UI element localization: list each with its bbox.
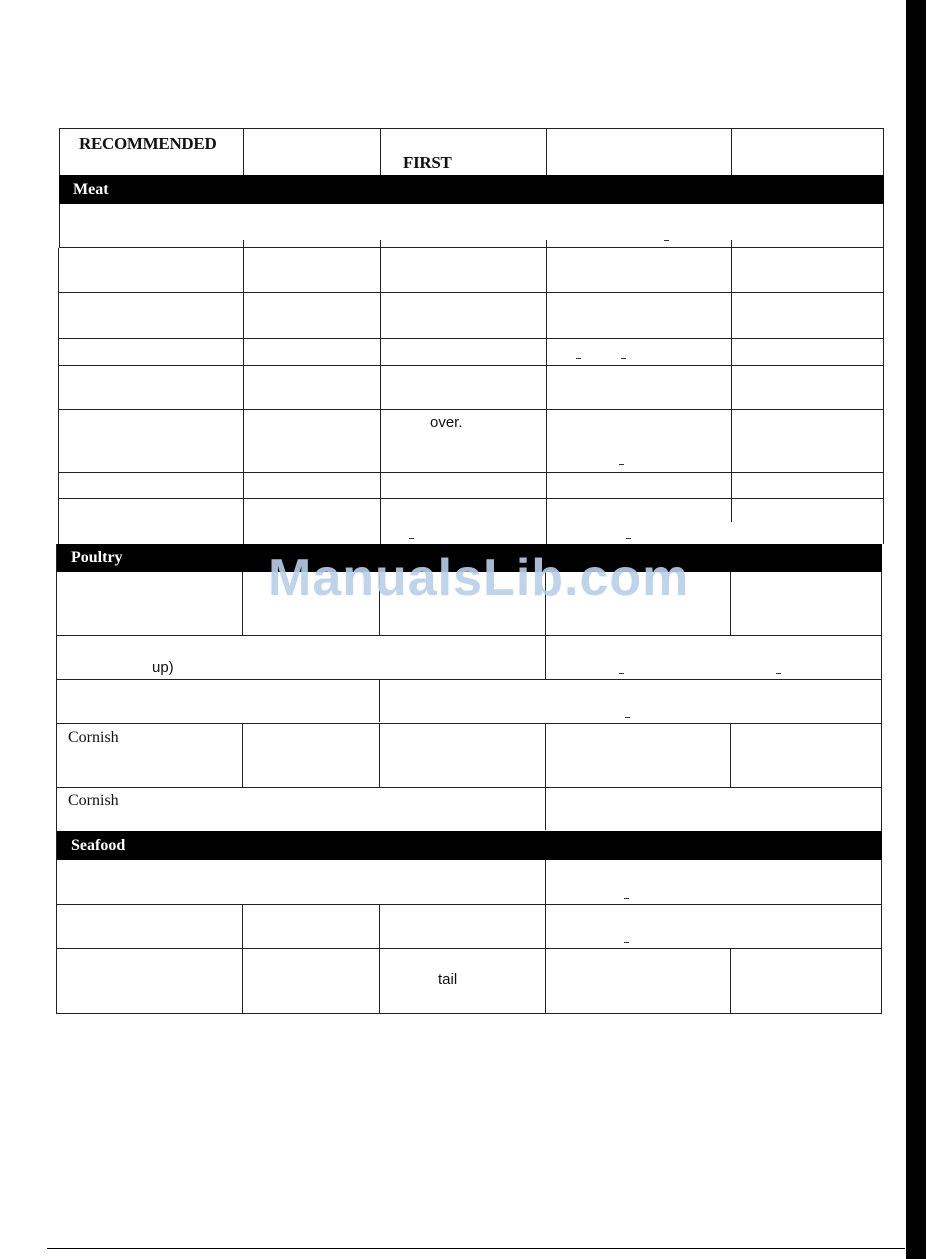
section-poultry: Poultry [57, 544, 882, 572]
tick-mark [619, 673, 624, 674]
header-divider [546, 128, 547, 175]
table-bottom-border [56, 1013, 882, 1014]
col-divider [545, 949, 546, 1013]
col-divider [242, 572, 243, 636]
row-divider [59, 247, 883, 248]
section-seafood: Seafood [57, 831, 882, 860]
col-divider [380, 240, 381, 544]
tick-mark [625, 717, 630, 718]
section-meat: Meat [59, 175, 884, 204]
row-divider [59, 409, 883, 410]
page-bottom-rule [47, 1248, 905, 1249]
col-divider [243, 240, 244, 544]
col-divider [545, 905, 546, 949]
col-divider [545, 636, 546, 680]
row-divider [59, 365, 883, 366]
watermark-text: ManualsLib.com [268, 549, 690, 607]
table-left-border [56, 544, 57, 1014]
col-divider [731, 240, 732, 522]
col-divider [379, 905, 380, 949]
table-top-border [59, 128, 883, 129]
row-divider [59, 498, 883, 499]
col-divider [545, 724, 546, 788]
row-divider [59, 338, 883, 339]
col-divider [242, 905, 243, 949]
row-divider [57, 904, 882, 905]
col-divider [730, 724, 731, 788]
cell-over: over. [430, 414, 463, 431]
col-divider [730, 949, 731, 1013]
tick-mark [624, 942, 629, 943]
cell-cornish-1: Cornish [68, 729, 119, 746]
row-divider [57, 787, 882, 788]
col-divider [545, 788, 546, 830]
row-divider [59, 472, 883, 473]
header-divider [731, 128, 732, 175]
cell-tail: tail [438, 971, 458, 988]
col-divider [730, 572, 731, 636]
tick-mark [576, 358, 581, 359]
header-divider [380, 128, 381, 175]
header-recommended: RECOMMENDED [79, 134, 217, 153]
cell-up: up) [152, 659, 174, 676]
col-divider [379, 724, 380, 788]
tick-mark [624, 898, 629, 899]
table-right-border [881, 544, 882, 1014]
row-divider [57, 679, 882, 680]
col-divider [379, 949, 380, 1013]
tick-mark [776, 673, 781, 674]
tick-mark [619, 464, 624, 465]
cell-cornish-2: Cornish [68, 792, 119, 809]
tick-mark [409, 538, 414, 539]
col-divider [546, 240, 547, 544]
row-divider [57, 723, 882, 724]
header-first: FIRST [403, 153, 452, 172]
col-divider [379, 680, 380, 722]
row-divider [57, 948, 882, 949]
row-divider [59, 292, 883, 293]
page-edge-bar [906, 0, 926, 1259]
tick-mark [621, 358, 626, 359]
header-divider [243, 128, 244, 175]
col-divider [242, 949, 243, 1013]
col-divider [545, 860, 546, 904]
col-divider [242, 724, 243, 788]
tick-mark [664, 240, 669, 241]
row-divider [57, 635, 882, 636]
tick-mark [626, 538, 631, 539]
